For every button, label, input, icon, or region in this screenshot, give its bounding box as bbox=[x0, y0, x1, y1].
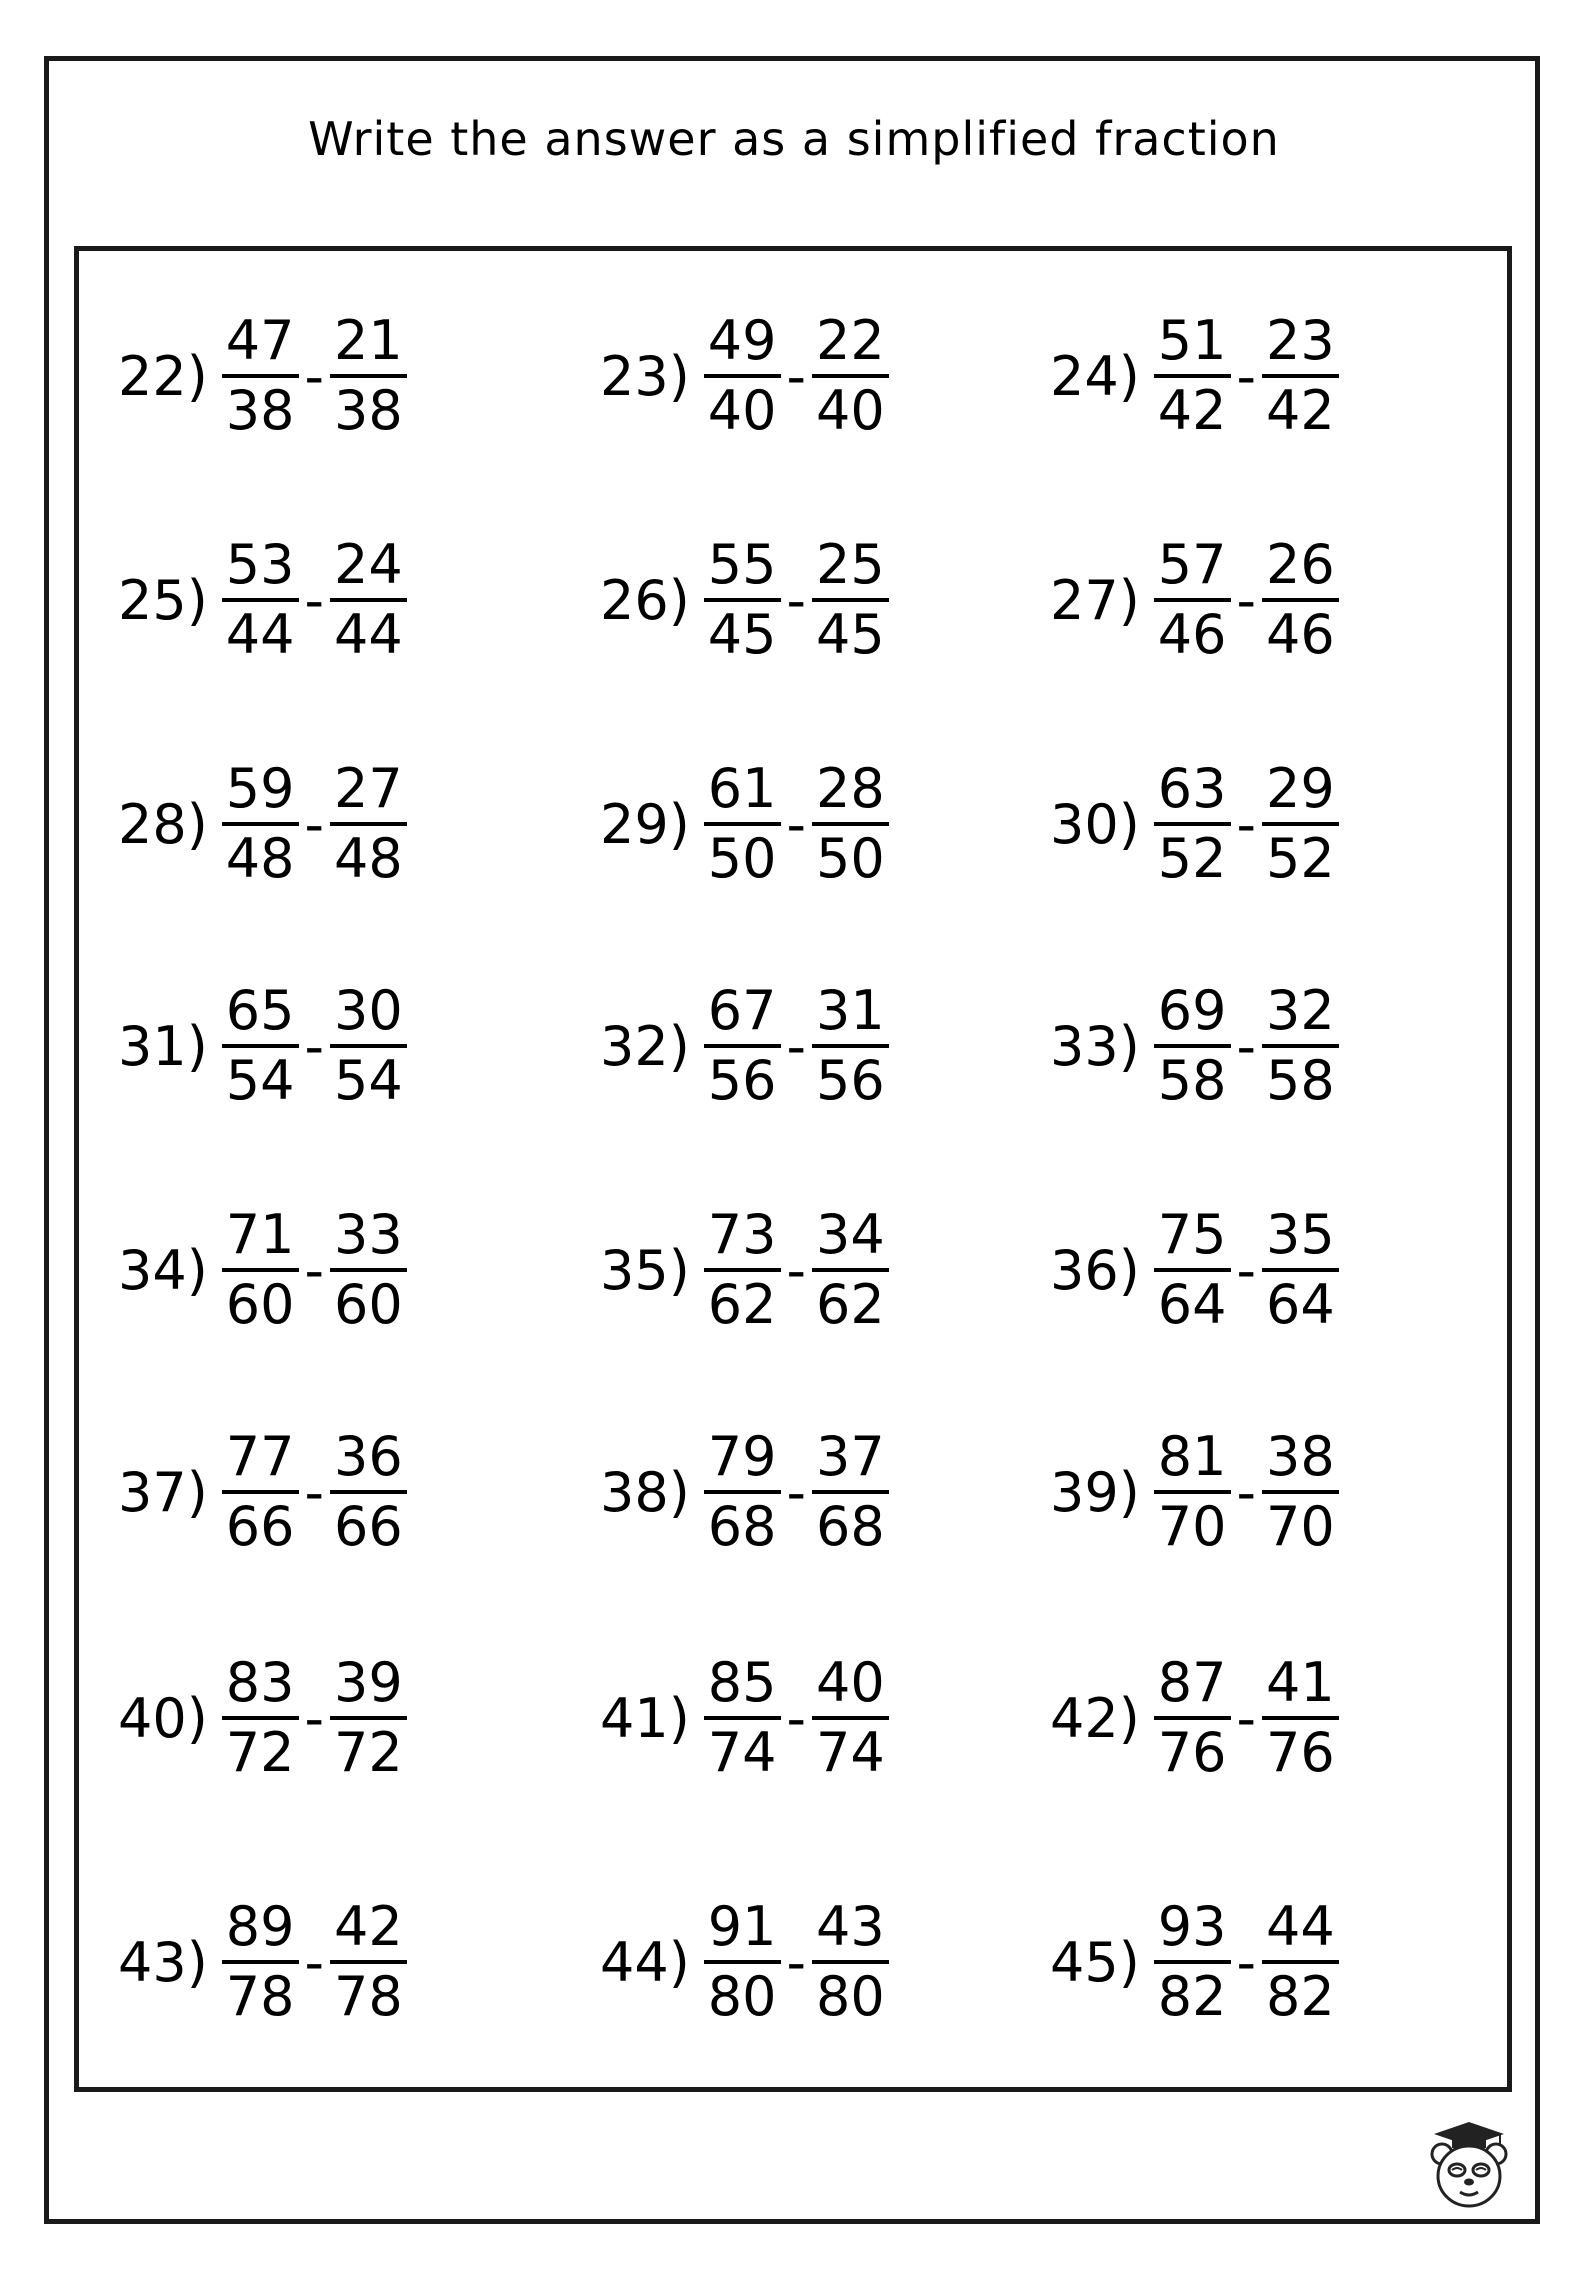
minus-sign: - bbox=[1236, 568, 1256, 632]
fraction-denominator: 56 bbox=[816, 1049, 885, 1112]
fraction-numerator: 61 bbox=[707, 757, 777, 820]
fraction-numerator: 47 bbox=[225, 309, 295, 372]
first-fraction bbox=[1154, 1894, 1231, 2030]
problem-item bbox=[1050, 296, 1339, 456]
fraction-denominator: 64 bbox=[1157, 1273, 1227, 1336]
fraction-numerator: 81 bbox=[1157, 1425, 1227, 1488]
fraction-denominator: 42 bbox=[1157, 379, 1227, 442]
fraction-numerator: 22 bbox=[816, 309, 885, 372]
fraction-numerator: 87 bbox=[1157, 1651, 1227, 1714]
problem-item bbox=[118, 744, 407, 904]
fraction-denominator: 38 bbox=[334, 379, 403, 442]
problem-number: 35) bbox=[600, 1238, 690, 1302]
problem-number: 37) bbox=[118, 1460, 208, 1524]
second-fraction bbox=[1262, 308, 1339, 444]
problem-number: 40) bbox=[118, 1686, 208, 1750]
minus-sign: - bbox=[786, 1014, 806, 1078]
minus-sign: - bbox=[304, 792, 324, 856]
problem-item bbox=[118, 520, 407, 680]
fraction-numerator: 49 bbox=[707, 309, 777, 372]
minus-sign: - bbox=[1236, 1686, 1256, 1750]
fraction-numerator: 55 bbox=[707, 533, 777, 596]
fraction-denominator: 40 bbox=[707, 379, 777, 442]
fraction-numerator: 36 bbox=[334, 1425, 403, 1488]
fraction-denominator: 40 bbox=[816, 379, 885, 442]
fraction-numerator: 26 bbox=[1266, 533, 1335, 596]
first-fraction bbox=[1154, 1424, 1231, 1560]
problem-number: 36) bbox=[1050, 1238, 1140, 1302]
problem-number: 28) bbox=[118, 792, 208, 856]
minus-sign: - bbox=[786, 1460, 806, 1524]
fraction-denominator: 68 bbox=[816, 1495, 885, 1558]
first-fraction bbox=[704, 1202, 781, 1338]
fraction-numerator: 57 bbox=[1157, 533, 1227, 596]
fraction-numerator: 38 bbox=[1266, 1425, 1335, 1488]
second-fraction bbox=[812, 532, 889, 668]
minus-sign: - bbox=[786, 792, 806, 856]
first-fraction bbox=[222, 308, 299, 444]
fraction-denominator: 52 bbox=[1157, 827, 1227, 890]
fraction-numerator: 59 bbox=[225, 757, 295, 820]
fraction-numerator: 25 bbox=[816, 533, 885, 596]
fraction-denominator: 66 bbox=[225, 1495, 295, 1558]
first-fraction bbox=[222, 978, 299, 1114]
fraction-numerator: 93 bbox=[1157, 1895, 1227, 1958]
fraction-numerator: 39 bbox=[334, 1651, 403, 1714]
minus-sign: - bbox=[1236, 1014, 1256, 1078]
problem-number: 34) bbox=[118, 1238, 208, 1302]
problem-number: 33) bbox=[1050, 1014, 1140, 1078]
fraction-denominator: 45 bbox=[816, 603, 885, 666]
minus-sign: - bbox=[304, 1238, 324, 1302]
problem-number: 27) bbox=[1050, 568, 1140, 632]
problem-item bbox=[118, 966, 407, 1126]
fraction-numerator: 28 bbox=[816, 757, 885, 820]
fraction-denominator: 48 bbox=[225, 827, 295, 890]
fraction-denominator: 54 bbox=[225, 1049, 295, 1112]
second-fraction bbox=[812, 1894, 889, 2030]
first-fraction bbox=[1154, 308, 1231, 444]
problem-number: 42) bbox=[1050, 1686, 1140, 1750]
fraction-numerator: 24 bbox=[334, 533, 403, 596]
minus-sign: - bbox=[1236, 1460, 1256, 1524]
second-fraction bbox=[330, 978, 407, 1114]
fraction-denominator: 52 bbox=[1266, 827, 1335, 890]
fraction-numerator: 89 bbox=[225, 1895, 295, 1958]
minus-sign: - bbox=[786, 1930, 806, 1994]
fraction-numerator: 37 bbox=[816, 1425, 885, 1488]
fraction-numerator: 63 bbox=[1157, 757, 1227, 820]
problem-number: 23) bbox=[600, 344, 690, 408]
fraction-denominator: 70 bbox=[1266, 1495, 1335, 1558]
fraction-numerator: 75 bbox=[1157, 1203, 1227, 1266]
problem-number: 24) bbox=[1050, 344, 1140, 408]
fraction-numerator: 43 bbox=[816, 1895, 885, 1958]
problem-item bbox=[1050, 1882, 1339, 2042]
fraction-numerator: 53 bbox=[225, 533, 295, 596]
fraction-numerator: 65 bbox=[225, 979, 295, 1042]
problem-item bbox=[118, 1190, 407, 1350]
problem-item bbox=[600, 1190, 889, 1350]
fraction-denominator: 66 bbox=[334, 1495, 403, 1558]
fraction-denominator: 72 bbox=[334, 1721, 403, 1784]
fraction-denominator: 56 bbox=[707, 1049, 777, 1112]
second-fraction bbox=[330, 308, 407, 444]
fraction-numerator: 34 bbox=[816, 1203, 885, 1266]
problem-item bbox=[118, 1882, 407, 2042]
fraction-numerator: 40 bbox=[816, 1651, 885, 1714]
worksheet-instructions: Write the answer as a simplified fraction bbox=[308, 112, 1280, 166]
fraction-denominator: 76 bbox=[1157, 1721, 1227, 1784]
problem-item bbox=[1050, 1412, 1339, 1572]
fraction-numerator: 30 bbox=[334, 979, 403, 1042]
first-fraction bbox=[704, 1424, 781, 1560]
fraction-numerator: 21 bbox=[334, 309, 403, 372]
fraction-denominator: 68 bbox=[707, 1495, 777, 1558]
fraction-numerator: 67 bbox=[707, 979, 777, 1042]
minus-sign: - bbox=[304, 1014, 324, 1078]
fraction-numerator: 42 bbox=[334, 1895, 403, 1958]
minus-sign: - bbox=[304, 568, 324, 632]
fraction-numerator: 35 bbox=[1266, 1203, 1335, 1266]
first-fraction bbox=[704, 1650, 781, 1786]
first-fraction bbox=[704, 1894, 781, 2030]
fraction-denominator: 48 bbox=[334, 827, 403, 890]
problem-item bbox=[600, 966, 889, 1126]
minus-sign: - bbox=[304, 1460, 324, 1524]
minus-sign: - bbox=[1236, 1238, 1256, 1302]
fraction-denominator: 58 bbox=[1266, 1049, 1335, 1112]
fraction-numerator: 31 bbox=[816, 979, 885, 1042]
problem-number: 31) bbox=[118, 1014, 208, 1078]
fraction-numerator: 73 bbox=[707, 1203, 777, 1266]
fraction-denominator: 82 bbox=[1157, 1965, 1227, 2028]
fraction-numerator: 83 bbox=[225, 1651, 295, 1714]
problem-item bbox=[118, 1638, 407, 1798]
second-fraction bbox=[330, 1202, 407, 1338]
first-fraction bbox=[222, 1894, 299, 2030]
fraction-denominator: 50 bbox=[707, 827, 777, 890]
fraction-denominator: 78 bbox=[334, 1965, 403, 2028]
second-fraction bbox=[330, 756, 407, 892]
second-fraction bbox=[330, 1424, 407, 1560]
first-fraction bbox=[222, 532, 299, 668]
second-fraction bbox=[812, 1424, 889, 1560]
fraction-denominator: 60 bbox=[334, 1273, 403, 1336]
fraction-denominator: 50 bbox=[816, 827, 885, 890]
first-fraction bbox=[222, 1424, 299, 1560]
problem-number: 22) bbox=[118, 344, 208, 408]
fraction-numerator: 51 bbox=[1157, 309, 1227, 372]
second-fraction bbox=[1262, 756, 1339, 892]
fraction-denominator: 80 bbox=[707, 1965, 777, 2028]
second-fraction bbox=[1262, 978, 1339, 1114]
first-fraction bbox=[222, 756, 299, 892]
problem-item bbox=[1050, 744, 1339, 904]
minus-sign: - bbox=[786, 344, 806, 408]
fraction-numerator: 44 bbox=[1266, 1895, 1335, 1958]
first-fraction bbox=[222, 1650, 299, 1786]
problem-number: 39) bbox=[1050, 1460, 1140, 1524]
first-fraction bbox=[1154, 756, 1231, 892]
problem-number: 45) bbox=[1050, 1930, 1140, 1994]
fraction-denominator: 76 bbox=[1266, 1721, 1335, 1784]
fraction-denominator: 62 bbox=[816, 1273, 885, 1336]
fraction-numerator: 71 bbox=[225, 1203, 295, 1266]
fraction-denominator: 82 bbox=[1266, 1965, 1335, 2028]
minus-sign: - bbox=[304, 344, 324, 408]
fraction-numerator: 41 bbox=[1266, 1651, 1335, 1714]
fraction-numerator: 85 bbox=[707, 1651, 777, 1714]
fraction-denominator: 38 bbox=[225, 379, 295, 442]
minus-sign: - bbox=[1236, 1930, 1256, 1994]
first-fraction bbox=[1154, 1650, 1231, 1786]
problem-number: 30) bbox=[1050, 792, 1140, 856]
second-fraction bbox=[812, 308, 889, 444]
second-fraction bbox=[1262, 1894, 1339, 2030]
problem-item bbox=[600, 744, 889, 904]
fraction-denominator: 54 bbox=[334, 1049, 403, 1112]
first-fraction bbox=[704, 308, 781, 444]
first-fraction bbox=[1154, 1202, 1231, 1338]
problem-item bbox=[1050, 1638, 1339, 1798]
problem-item bbox=[600, 296, 889, 456]
fraction-denominator: 58 bbox=[1157, 1049, 1227, 1112]
problem-number: 26) bbox=[600, 568, 690, 632]
second-fraction bbox=[330, 532, 407, 668]
fraction-denominator: 44 bbox=[225, 603, 295, 666]
first-fraction bbox=[704, 978, 781, 1114]
second-fraction bbox=[330, 1650, 407, 1786]
second-fraction bbox=[812, 1202, 889, 1338]
fraction-denominator: 46 bbox=[1157, 603, 1227, 666]
minus-sign: - bbox=[1236, 344, 1256, 408]
fraction-denominator: 70 bbox=[1157, 1495, 1227, 1558]
first-fraction bbox=[704, 756, 781, 892]
first-fraction bbox=[704, 532, 781, 668]
problem-number: 43) bbox=[118, 1930, 208, 1994]
problem-item bbox=[1050, 966, 1339, 1126]
second-fraction bbox=[330, 1894, 407, 2030]
fraction-denominator: 80 bbox=[816, 1965, 885, 2028]
minus-sign: - bbox=[786, 568, 806, 632]
minus-sign: - bbox=[786, 1686, 806, 1750]
problem-number: 41) bbox=[600, 1686, 690, 1750]
fraction-denominator: 45 bbox=[707, 603, 777, 666]
problem-item bbox=[600, 1412, 889, 1572]
fraction-numerator: 69 bbox=[1157, 979, 1227, 1042]
second-fraction bbox=[812, 1650, 889, 1786]
fraction-denominator: 74 bbox=[707, 1721, 777, 1784]
fraction-denominator: 46 bbox=[1266, 603, 1335, 666]
panda-graduation-cap-icon bbox=[1428, 2120, 1510, 2210]
minus-sign: - bbox=[1236, 792, 1256, 856]
second-fraction bbox=[1262, 1424, 1339, 1560]
first-fraction bbox=[1154, 532, 1231, 668]
fraction-numerator: 77 bbox=[225, 1425, 295, 1488]
problem-number: 38) bbox=[600, 1460, 690, 1524]
first-fraction bbox=[1154, 978, 1231, 1114]
problem-item bbox=[118, 1412, 407, 1572]
second-fraction bbox=[1262, 1202, 1339, 1338]
fraction-denominator: 78 bbox=[225, 1965, 295, 2028]
fraction-numerator: 33 bbox=[334, 1203, 403, 1266]
minus-sign: - bbox=[304, 1930, 324, 1994]
fraction-numerator: 27 bbox=[334, 757, 403, 820]
fraction-denominator: 74 bbox=[816, 1721, 885, 1784]
fraction-denominator: 44 bbox=[334, 603, 403, 666]
problem-item bbox=[118, 296, 407, 456]
minus-sign: - bbox=[786, 1238, 806, 1302]
second-fraction bbox=[812, 978, 889, 1114]
problem-item bbox=[600, 1882, 889, 2042]
fraction-denominator: 60 bbox=[225, 1273, 295, 1336]
second-fraction bbox=[812, 756, 889, 892]
problem-number: 32) bbox=[600, 1014, 690, 1078]
problem-number: 29) bbox=[600, 792, 690, 856]
fraction-denominator: 64 bbox=[1266, 1273, 1335, 1336]
fraction-numerator: 23 bbox=[1266, 309, 1335, 372]
problem-item bbox=[600, 520, 889, 680]
problem-item bbox=[1050, 520, 1339, 680]
problem-item bbox=[1050, 1190, 1339, 1350]
minus-sign: - bbox=[304, 1686, 324, 1750]
problem-number: 25) bbox=[118, 568, 208, 632]
fraction-denominator: 72 bbox=[225, 1721, 295, 1784]
fraction-numerator: 29 bbox=[1266, 757, 1335, 820]
fraction-numerator: 32 bbox=[1266, 979, 1335, 1042]
fraction-numerator: 79 bbox=[707, 1425, 777, 1488]
fraction-numerator: 91 bbox=[707, 1895, 777, 1958]
problem-number: 44) bbox=[600, 1930, 690, 1994]
first-fraction bbox=[222, 1202, 299, 1338]
second-fraction bbox=[1262, 1650, 1339, 1786]
fraction-denominator: 62 bbox=[707, 1273, 777, 1336]
second-fraction bbox=[1262, 532, 1339, 668]
problem-item bbox=[600, 1638, 889, 1798]
fraction-denominator: 42 bbox=[1266, 379, 1335, 442]
